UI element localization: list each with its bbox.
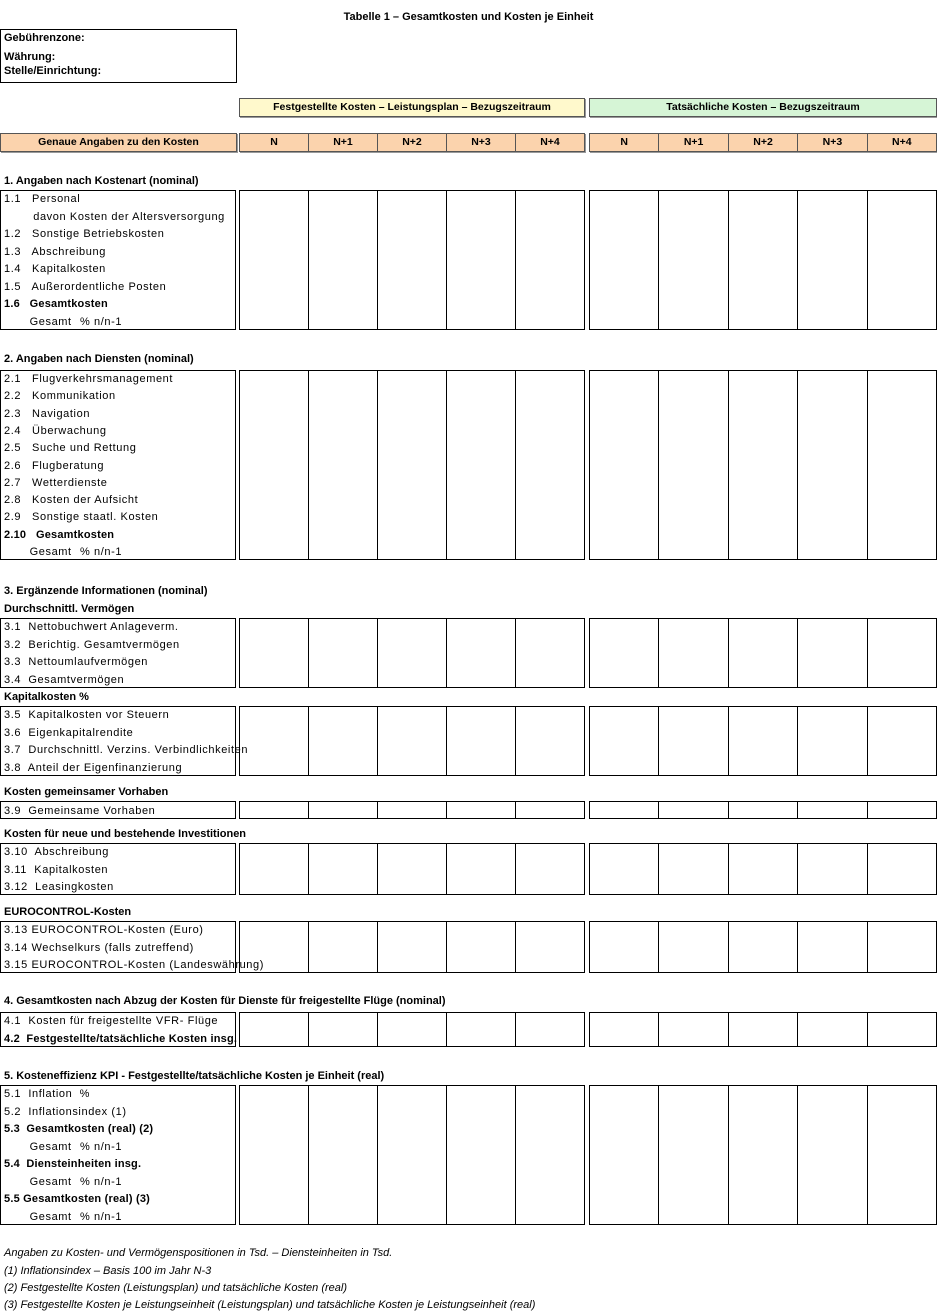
year-header: N+2 <box>729 134 798 151</box>
row-label <box>4 315 123 328</box>
planned-values-grid <box>239 190 585 330</box>
subsection-heading: Kosten gemeinsamer Vorhaben <box>4 786 169 798</box>
planned-value-cell[interactable] <box>309 191 378 329</box>
row-labels <box>0 843 236 895</box>
planned-values-grid <box>239 1085 585 1225</box>
row-label <box>4 1088 90 1100</box>
planned-value-cell[interactable] <box>516 619 584 687</box>
row-labels <box>0 190 236 330</box>
row-label-text: davon Kosten der Altersversorgung <box>4 210 225 223</box>
planned-value-cell[interactable] <box>447 802 516 818</box>
planned-value-cell[interactable] <box>378 191 447 329</box>
actual-value-cell[interactable] <box>798 707 867 775</box>
planned-value-cell[interactable] <box>309 1013 378 1046</box>
row-label-text: 1.4 Kapitalkosten <box>4 263 106 276</box>
row-label <box>4 1015 218 1027</box>
planned-value-cell[interactable] <box>447 1013 516 1046</box>
row-label-text: 2.6 Flugberatung <box>4 459 105 472</box>
row-label-text: 2.8 Kosten der Aufsicht <box>4 494 139 507</box>
year-header: N <box>590 134 659 151</box>
row-label-text: 4.2 Festgestellte/tatsächliche Kosten insg. <box>4 1032 238 1045</box>
entity-label: Stelle/Einrichtung: <box>4 65 102 77</box>
row-label <box>4 709 169 721</box>
planned-values-grid <box>239 618 585 688</box>
actual-value-cell[interactable] <box>659 191 728 329</box>
row-label <box>4 390 116 402</box>
subsection-heading: Durchschnittl. Vermögen <box>4 603 135 615</box>
subsection-heading: Kosten für neue und bestehende Investitionen <box>4 828 247 840</box>
section-heading: 1. Angaben nach Kostenart (nominal) <box>4 175 199 187</box>
row-label-text: 3.13 EUROCONTROL-Kosten (Euro) <box>4 924 204 937</box>
actual-values-grid <box>589 801 937 819</box>
row-label <box>4 864 108 876</box>
planned-value-cell[interactable] <box>309 802 378 818</box>
row-label <box>4 477 108 489</box>
row-label-text: Gesamt <box>4 1140 72 1153</box>
row-label <box>4 1123 153 1135</box>
actual-costs-header: Tatsächliche Kosten – Bezugszeitraum <box>589 98 937 117</box>
row-label <box>4 529 114 541</box>
row-label-text: 1.3 Abschreibung <box>4 245 106 258</box>
planned-value-cell[interactable] <box>378 802 447 818</box>
row-label <box>4 1140 123 1153</box>
row-label-text: 4.1 Kosten für freigestellte VFR- Flüge <box>4 1015 219 1028</box>
row-label <box>4 639 180 651</box>
row-label-text: Gesamt <box>4 315 72 328</box>
row-label <box>4 942 194 954</box>
row-labels <box>0 706 249 776</box>
row-label <box>4 442 136 454</box>
planned-values-grid <box>239 801 585 819</box>
year-header: N+1 <box>659 134 728 151</box>
row-labels <box>0 370 236 560</box>
row-label-text: Gesamt <box>4 1210 72 1223</box>
actual-value-cell[interactable] <box>590 707 659 775</box>
actual-value-cell[interactable] <box>729 371 798 559</box>
planned-value-cell[interactable] <box>516 1086 584 1224</box>
actual-value-cell[interactable] <box>590 371 659 559</box>
row-label-text: 3.12 Leasingkosten <box>4 880 114 893</box>
row-label <box>4 727 133 739</box>
year-header: N+4 <box>540 136 560 148</box>
row-label-text: 2.2 Kommunikation <box>4 390 116 403</box>
planned-value-cell[interactable] <box>516 844 584 894</box>
info-box <box>0 29 237 83</box>
planned-value-cell[interactable] <box>309 1086 378 1224</box>
planned-value-cell[interactable] <box>240 922 309 972</box>
section-heading: 3. Ergänzende Informationen (nominal) <box>4 585 208 597</box>
row-label-text: 3.5 Kapitalkosten vor Steuern <box>4 709 170 722</box>
actual-value-cell[interactable] <box>590 1013 659 1046</box>
row-label <box>4 744 248 756</box>
actual-value-cell[interactable] <box>659 844 728 894</box>
planned-value-cell[interactable] <box>240 1086 309 1224</box>
row-label <box>4 545 123 558</box>
percent-change-label: % n/n-1 <box>80 1175 123 1188</box>
planned-value-cell[interactable] <box>516 371 584 559</box>
row-label <box>4 263 106 275</box>
row-label <box>4 298 108 310</box>
actual-value-cell[interactable] <box>868 619 936 687</box>
row-label <box>4 881 114 893</box>
planned-value-cell[interactable] <box>309 619 378 687</box>
actual-value-cell[interactable] <box>590 844 659 894</box>
actual-value-cell[interactable] <box>659 922 728 972</box>
actual-value-cell[interactable] <box>798 619 867 687</box>
footnote: (1) Inflationsindex – Basis 100 im Jahr N-3 <box>4 1265 212 1277</box>
row-labels <box>0 921 265 973</box>
planned-value-cell[interactable] <box>378 844 447 894</box>
planned-value-cell[interactable] <box>240 844 309 894</box>
row-label <box>4 408 90 420</box>
charging-zone-label: Gebührenzone: <box>4 32 85 44</box>
planned-costs-header: Festgestellte Kosten – Leistungsplan – Bezugszeitraum <box>239 98 585 117</box>
planned-value-cell[interactable] <box>240 619 309 687</box>
planned-value-cell[interactable] <box>516 707 584 775</box>
row-label-text: 2.7 Wetterdienste <box>4 476 108 489</box>
actual-value-cell[interactable] <box>798 1086 867 1224</box>
row-label-text: Gesamt <box>4 545 72 558</box>
planned-value-cell[interactable] <box>378 1086 447 1224</box>
actual-value-cell[interactable] <box>798 802 867 818</box>
row-labels <box>0 618 236 688</box>
subsection-heading: Kapitalkosten % <box>4 691 89 703</box>
actual-value-cell[interactable] <box>868 1086 936 1224</box>
planned-value-cell[interactable] <box>447 191 516 329</box>
actual-value-cell[interactable] <box>798 191 867 329</box>
planned-value-cell[interactable] <box>378 1013 447 1046</box>
row-label-text: 3.2 Berichtig. Gesamtvermögen <box>4 638 180 651</box>
row-label-text: 5.5 Gesamtkosten (real) (3) <box>4 1193 151 1206</box>
row-label <box>4 924 204 936</box>
planned-value-cell[interactable] <box>447 844 516 894</box>
planned-value-cell[interactable] <box>240 371 309 559</box>
row-label-text: 3.15 EUROCONTROL-Kosten (Landeswährung) <box>4 958 265 971</box>
actual-value-cell[interactable] <box>798 371 867 559</box>
row-label <box>4 228 165 240</box>
page-title: Tabelle 1 – Gesamtkosten und Kosten je Einheit <box>343 11 594 23</box>
row-labels <box>0 1085 236 1225</box>
row-label <box>4 621 179 633</box>
planned-value-cell[interactable] <box>378 371 447 559</box>
row-label-text: 2.1 Flugverkehrsmanagement <box>4 373 174 386</box>
actual-value-cell[interactable] <box>868 191 936 329</box>
percent-change-label: % n/n-1 <box>80 315 123 328</box>
row-label <box>4 511 158 523</box>
actual-value-cell[interactable] <box>868 1013 936 1046</box>
actual-value-cell[interactable] <box>729 922 798 972</box>
row-label <box>4 460 104 472</box>
row-label <box>4 656 148 668</box>
row-label <box>4 193 80 205</box>
planned-value-cell[interactable] <box>309 844 378 894</box>
row-label-text: 2.5 Suche und Rettung <box>4 442 137 455</box>
row-labels <box>0 1012 236 1047</box>
actual-value-cell[interactable] <box>590 802 659 818</box>
actual-value-cell[interactable] <box>729 844 798 894</box>
planned-year-headers <box>239 133 585 152</box>
actual-value-cell[interactable] <box>659 371 728 559</box>
row-label-text: 1.5 Außerordentliche Posten <box>4 280 167 293</box>
actual-value-cell[interactable] <box>659 707 728 775</box>
actual-value-cell[interactable] <box>868 371 936 559</box>
row-label-text: 5.1 Inflation % <box>4 1088 91 1101</box>
row-label-text: 3.4 Gesamtvermögen <box>4 673 125 686</box>
planned-value-cell[interactable] <box>516 802 584 818</box>
cost-details-header: Genaue Angaben zu den Kosten <box>0 133 237 152</box>
year-header: N+2 <box>378 134 447 151</box>
row-label <box>4 805 155 817</box>
planned-value-cell[interactable] <box>447 619 516 687</box>
percent-change-label: % n/n-1 <box>80 545 123 558</box>
actual-value-cell[interactable] <box>729 707 798 775</box>
actual-value-cell[interactable] <box>798 1013 867 1046</box>
actual-year-headers <box>589 133 937 152</box>
row-label <box>4 425 107 437</box>
section-heading: 2. Angaben nach Diensten (nominal) <box>4 353 194 365</box>
row-label-text: 5.2 Inflationsindex (1) <box>4 1105 127 1118</box>
actual-value-cell[interactable] <box>590 619 659 687</box>
row-label-text: 1.2 Sonstige Betriebskosten <box>4 228 165 241</box>
year-header: N+3 <box>798 134 867 151</box>
row-label-text: 3.1 Nettobuchwert Anlageverm. <box>4 621 179 634</box>
row-label-text: 3.11 Kapitalkosten <box>4 863 109 876</box>
row-label <box>4 1175 123 1188</box>
section-heading: 5. Kosteneffizienz KPI - Festgestellte/tatsächliche Kosten je Einheit (real) <box>4 1070 385 1082</box>
planned-values-grid <box>239 843 585 895</box>
row-label <box>4 674 124 686</box>
row-label <box>4 959 264 971</box>
planned-value-cell[interactable] <box>378 707 447 775</box>
row-label-text: 3.3 Nettoumlaufvermögen <box>4 656 149 669</box>
actual-value-cell[interactable] <box>590 1086 659 1224</box>
actual-value-cell[interactable] <box>729 1013 798 1046</box>
planned-value-cell[interactable] <box>447 922 516 972</box>
row-label-text: 2.10 Gesamtkosten <box>4 528 115 541</box>
row-label-text: 3.7 Durchschnittl. Verzins. Verbindlichkeiten <box>4 744 249 757</box>
row-label-text: 2.3 Navigation <box>4 407 91 420</box>
row-label <box>4 373 173 385</box>
actual-value-cell[interactable] <box>729 1086 798 1224</box>
row-label-text: 2.4 Überwachung <box>4 424 107 437</box>
footnote: (3) Festgestellte Kosten je Leistungseinheit (Leistungsplan) und tatsächliche Kosten je Leistungseinheit (real) <box>4 1299 536 1311</box>
row-label-text: 3.9 Gemeinsame Vorhaben <box>4 804 156 817</box>
actual-value-cell[interactable] <box>659 619 728 687</box>
actual-value-cell[interactable] <box>659 1013 728 1046</box>
actual-value-cell[interactable] <box>729 802 798 818</box>
planned-value-cell[interactable] <box>240 191 309 329</box>
planned-value-cell[interactable] <box>516 191 584 329</box>
row-label <box>4 1210 123 1223</box>
planned-value-cell[interactable] <box>240 707 309 775</box>
row-label <box>4 1193 150 1205</box>
actual-value-cell[interactable] <box>868 922 936 972</box>
planned-values-grid <box>239 1012 585 1047</box>
actual-value-cell[interactable] <box>590 191 659 329</box>
planned-value-cell[interactable] <box>240 1013 309 1046</box>
planned-value-cell[interactable] <box>516 1013 584 1046</box>
actual-value-cell[interactable] <box>659 1086 728 1224</box>
row-label <box>4 762 182 774</box>
actual-values-grid <box>589 370 937 560</box>
actual-values-grid <box>589 843 937 895</box>
percent-change-label: % n/n-1 <box>80 1140 123 1153</box>
footnote: (2) Festgestellte Kosten (Leistungsplan) und tatsächliche Kosten (real) <box>4 1282 348 1294</box>
planned-value-cell[interactable] <box>309 707 378 775</box>
row-label <box>4 494 138 506</box>
row-label-text: 3.8 Anteil der Eigenfinanzierung <box>4 761 183 774</box>
percent-change-label: % n/n-1 <box>80 1210 123 1223</box>
actual-value-cell[interactable] <box>659 802 728 818</box>
currency-label: Währung: <box>4 51 56 63</box>
planned-value-cell[interactable] <box>309 371 378 559</box>
year-header: N+1 <box>309 134 378 151</box>
row-label <box>4 281 166 293</box>
actual-value-cell[interactable] <box>590 922 659 972</box>
actual-values-grid <box>589 1012 937 1047</box>
actual-values-grid <box>589 190 937 330</box>
planned-value-cell[interactable] <box>447 1086 516 1224</box>
planned-values-grid <box>239 706 585 776</box>
planned-value-cell[interactable] <box>516 922 584 972</box>
footnote: Angaben zu Kosten- und Vermögenspositionen in Tsd. – Diensteinheiten in Tsd. <box>4 1247 393 1259</box>
year-header: N+3 <box>447 134 516 151</box>
planned-value-cell[interactable] <box>378 619 447 687</box>
row-label-text: 5.3 Gesamtkosten (real) (2) <box>4 1123 154 1136</box>
row-label <box>4 846 109 858</box>
actual-value-cell[interactable] <box>729 619 798 687</box>
year-header: N+4 <box>892 136 912 148</box>
section-heading: 4. Gesamtkosten nach Abzug der Kosten für Dienste für freigestellte Flüge (nominal) <box>4 995 446 1007</box>
actual-value-cell[interactable] <box>798 922 867 972</box>
planned-value-cell[interactable] <box>378 922 447 972</box>
actual-values-grid <box>589 921 937 973</box>
row-label <box>4 211 225 223</box>
planned-values-grid <box>239 370 585 560</box>
row-label <box>4 1033 237 1045</box>
subsection-heading: EUROCONTROL-Kosten <box>4 906 132 918</box>
actual-value-cell[interactable] <box>868 844 936 894</box>
actual-value-cell[interactable] <box>729 191 798 329</box>
row-label-text: 1.6 Gesamtkosten <box>4 298 108 311</box>
planned-value-cell[interactable] <box>240 802 309 818</box>
row-labels <box>0 801 236 819</box>
row-label <box>4 1158 141 1170</box>
planned-value-cell[interactable] <box>447 707 516 775</box>
actual-value-cell[interactable] <box>868 707 936 775</box>
row-label <box>4 246 106 258</box>
actual-values-grid <box>589 1085 937 1225</box>
year-header: N <box>240 134 309 151</box>
row-label-text: 2.9 Sonstige staatl. Kosten <box>4 511 159 524</box>
planned-value-cell[interactable] <box>309 922 378 972</box>
actual-values-grid <box>589 618 937 688</box>
row-label <box>4 1106 127 1118</box>
actual-value-cell[interactable] <box>868 802 936 818</box>
actual-values-grid <box>589 706 937 776</box>
row-label-text: 5.4 Diensteinheiten insg. <box>4 1158 142 1171</box>
row-label-text: 3.10 Abschreibung <box>4 846 109 859</box>
row-label-text: 3.14 Wechselkurs (falls zutreffend) <box>4 941 194 954</box>
row-label-text: 1.1 Personal <box>4 193 81 206</box>
row-label-text: Gesamt <box>4 1175 72 1188</box>
actual-value-cell[interactable] <box>798 844 867 894</box>
planned-value-cell[interactable] <box>447 371 516 559</box>
planned-values-grid <box>239 921 585 973</box>
row-label-text: 3.6 Eigenkapitalrendite <box>4 726 134 739</box>
